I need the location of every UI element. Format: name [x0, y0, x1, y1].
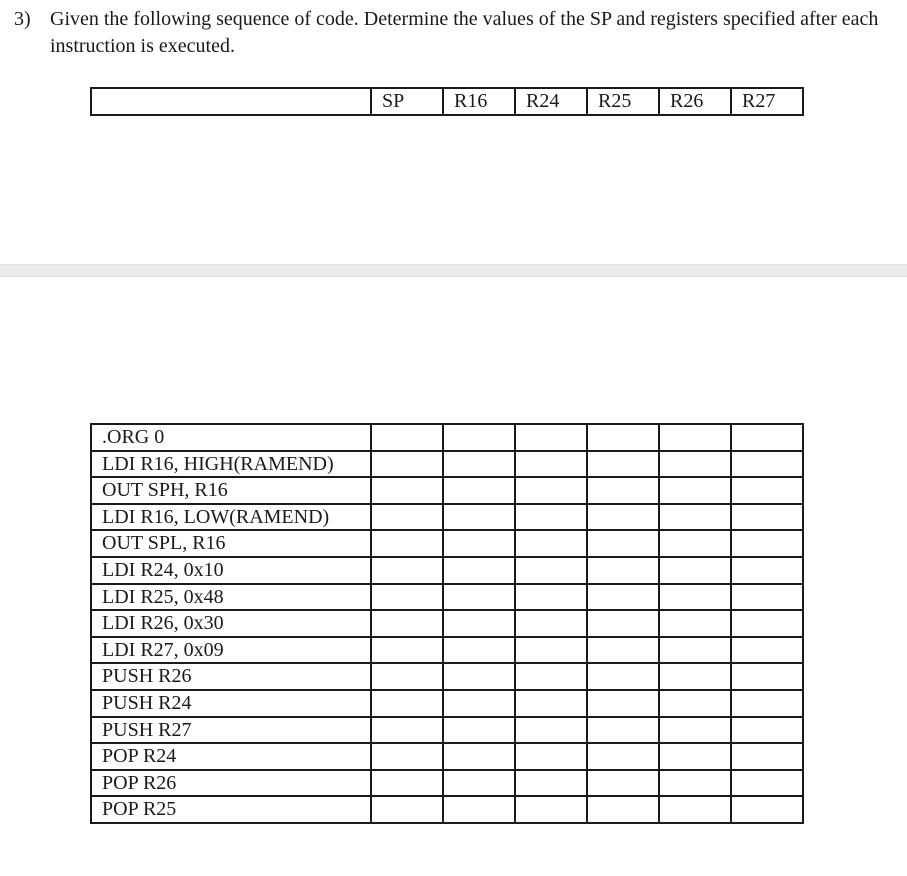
answer-cell-sp [371, 584, 443, 611]
instruction-cell: PUSH R27 [91, 717, 371, 744]
answer-cell-r27 [731, 424, 803, 451]
instruction-cell: POP R24 [91, 743, 371, 770]
answer-cell-r25 [587, 637, 659, 664]
answer-cell-r26 [659, 557, 731, 584]
header-table [90, 87, 804, 116]
answer-cell-r26 [659, 504, 731, 531]
answer-cell-sp [371, 530, 443, 557]
answer-cell-sp [371, 637, 443, 664]
answer-cell-r26 [659, 424, 731, 451]
table-row [91, 796, 803, 823]
answer-cell-r24 [515, 610, 587, 637]
answer-cell-r16 [443, 637, 515, 664]
answer-cell-r16 [443, 504, 515, 531]
answer-cell-r27 [731, 637, 803, 664]
answer-cell-r16 [443, 424, 515, 451]
instruction-cell: LDI R16, HIGH(RAMEND) [91, 451, 371, 478]
answer-cell-r16 [443, 663, 515, 690]
answer-cell-r26 [659, 770, 731, 797]
instruction-cell: LDI R26, 0x30 [91, 610, 371, 637]
answer-cell-r25 [587, 743, 659, 770]
table-row [91, 584, 803, 611]
header-col-sp: SP [371, 88, 443, 115]
answer-cell-sp [371, 557, 443, 584]
header-row [91, 88, 803, 115]
answer-cell-sp [371, 663, 443, 690]
question-text: Given the following sequence of code. Determine the values of the SP and registers specified after each instruction is executed. [50, 8, 879, 57]
table-row [91, 557, 803, 584]
answer-cell-r25 [587, 796, 659, 823]
answer-cell-r24 [515, 477, 587, 504]
answer-cell-r24 [515, 743, 587, 770]
answer-cell-r24 [515, 637, 587, 664]
answer-cell-r26 [659, 530, 731, 557]
answer-cell-r24 [515, 796, 587, 823]
answer-cell-r24 [515, 557, 587, 584]
answer-cell-r25 [587, 690, 659, 717]
answer-cell-sp [371, 770, 443, 797]
instruction-cell: OUT SPH, R16 [91, 477, 371, 504]
answer-cell-sp [371, 477, 443, 504]
table-row [91, 477, 803, 504]
header-col-r26: R26 [659, 88, 731, 115]
answer-cell-r25 [587, 610, 659, 637]
answer-cell-r16 [443, 584, 515, 611]
answer-cell-r26 [659, 663, 731, 690]
answer-cell-r27 [731, 477, 803, 504]
answer-cell-r25 [587, 663, 659, 690]
answer-cell-r25 [587, 530, 659, 557]
answer-cell-r26 [659, 451, 731, 478]
answer-cell-r24 [515, 530, 587, 557]
instruction-cell: PUSH R26 [91, 663, 371, 690]
instruction-cell: OUT SPL, R16 [91, 530, 371, 557]
table-row [91, 451, 803, 478]
instruction-cell: LDI R27, 0x09 [91, 637, 371, 664]
table-row [91, 530, 803, 557]
answer-cell-r16 [443, 717, 515, 744]
answer-cell-r16 [443, 743, 515, 770]
table-row [91, 424, 803, 451]
answer-cell-r24 [515, 717, 587, 744]
answer-cell-r27 [731, 796, 803, 823]
answer-cell-r27 [731, 690, 803, 717]
answer-cell-r16 [443, 610, 515, 637]
answer-cell-r27 [731, 504, 803, 531]
answer-cell-sp [371, 424, 443, 451]
answer-cell-r16 [443, 557, 515, 584]
answer-cell-r27 [731, 557, 803, 584]
answer-cell-r24 [515, 504, 587, 531]
answer-cell-r27 [731, 717, 803, 744]
instruction-cell: PUSH R24 [91, 690, 371, 717]
answer-cell-r26 [659, 584, 731, 611]
table-row [91, 743, 803, 770]
answer-cell-r24 [515, 451, 587, 478]
answer-cell-r27 [731, 663, 803, 690]
answer-cell-r27 [731, 530, 803, 557]
answer-cell-r25 [587, 770, 659, 797]
answer-cell-r27 [731, 770, 803, 797]
answer-cell-r26 [659, 637, 731, 664]
header-col-r27: R27 [731, 88, 803, 115]
instruction-cell: LDI R16, LOW(RAMEND) [91, 504, 371, 531]
answer-cell-r24 [515, 770, 587, 797]
header-col-r25: R25 [587, 88, 659, 115]
table-row [91, 637, 803, 664]
answer-cell-r26 [659, 743, 731, 770]
answer-cell-sp [371, 504, 443, 531]
answer-cell-sp [371, 451, 443, 478]
instruction-cell: LDI R25, 0x48 [91, 584, 371, 611]
table-row [91, 610, 803, 637]
answer-cell-r26 [659, 610, 731, 637]
answer-cell-r27 [731, 743, 803, 770]
answer-cell-r25 [587, 557, 659, 584]
answer-cell-sp [371, 796, 443, 823]
table-row [91, 770, 803, 797]
header-col-r16: R16 [443, 88, 515, 115]
page-break [0, 264, 907, 277]
table-row [91, 690, 803, 717]
answer-cell-r26 [659, 796, 731, 823]
answer-cell-sp [371, 610, 443, 637]
answer-cell-r16 [443, 451, 515, 478]
answer-cell-r26 [659, 690, 731, 717]
answer-cell-r16 [443, 690, 515, 717]
instruction-cell: LDI R24, 0x10 [91, 557, 371, 584]
code-table [90, 423, 804, 824]
answer-cell-r25 [587, 584, 659, 611]
answer-cell-r27 [731, 610, 803, 637]
answer-cell-r25 [587, 504, 659, 531]
answer-cell-r25 [587, 451, 659, 478]
table-row [91, 663, 803, 690]
answer-cell-sp [371, 690, 443, 717]
answer-cell-r26 [659, 477, 731, 504]
answer-cell-r24 [515, 424, 587, 451]
header-col-r24: R24 [515, 88, 587, 115]
question-number: 3) [14, 8, 31, 30]
header-label-cell [91, 88, 371, 115]
table-row [91, 717, 803, 744]
answer-cell-r27 [731, 451, 803, 478]
instruction-cell: .ORG 0 [91, 424, 371, 451]
answer-cell-r24 [515, 690, 587, 717]
answer-cell-r25 [587, 477, 659, 504]
answer-cell-r16 [443, 796, 515, 823]
answer-cell-r25 [587, 717, 659, 744]
answer-cell-sp [371, 717, 443, 744]
instruction-cell: POP R25 [91, 796, 371, 823]
answer-cell-sp [371, 743, 443, 770]
answer-cell-r24 [515, 663, 587, 690]
answer-cell-r16 [443, 770, 515, 797]
table-row [91, 504, 803, 531]
answer-cell-r25 [587, 424, 659, 451]
answer-cell-r24 [515, 584, 587, 611]
answer-cell-r16 [443, 530, 515, 557]
answer-cell-r27 [731, 584, 803, 611]
instruction-cell: POP R26 [91, 770, 371, 797]
answer-cell-r26 [659, 717, 731, 744]
answer-cell-r16 [443, 477, 515, 504]
